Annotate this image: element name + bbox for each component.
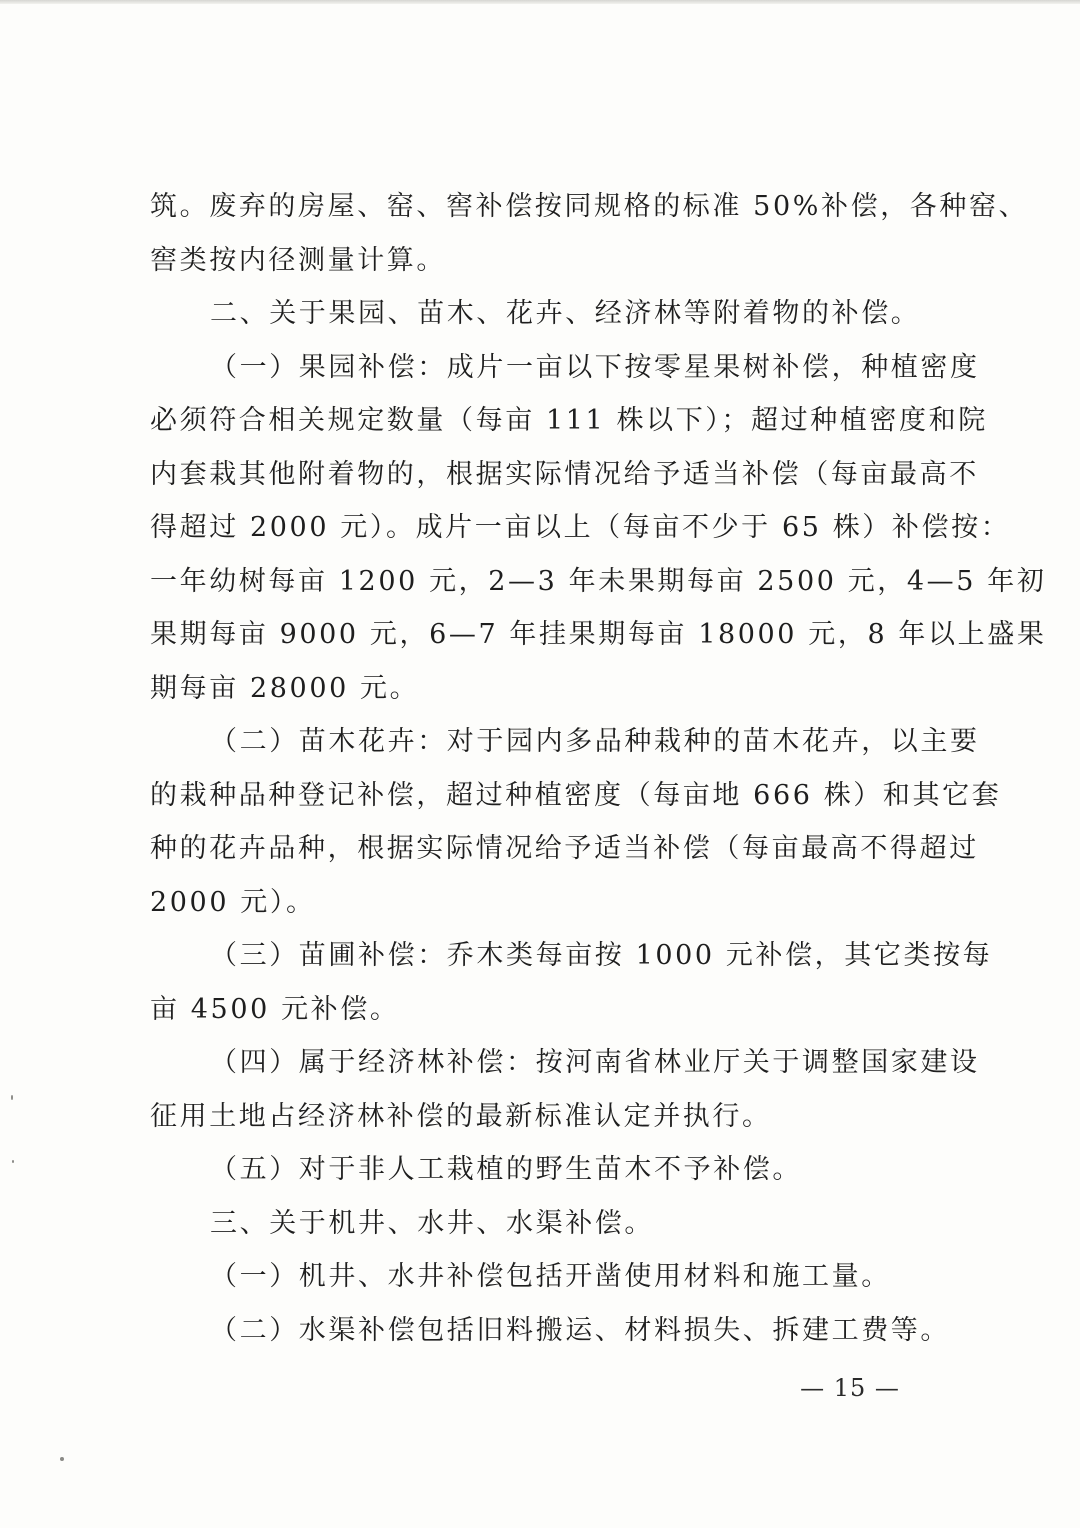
- text-line-16: 亩 4500 元补偿。: [150, 993, 400, 1025]
- text-line-1: 筑。废弃的房屋、窑、窖补偿按同规格的标准 50%补偿，各种窑、: [150, 191, 1029, 222]
- text-line-10: 期每亩 28000 元。: [150, 672, 420, 704]
- section-heading-2: 二、关于果园、苗木、花卉、经济林等附着物的补偿。: [210, 298, 921, 329]
- text-line-8: 一年幼树每亩 1200 元，2—3 年未果期每亩 2500 元，4—5 年初: [150, 565, 1047, 597]
- section-heading-3: 三、关于机井、水井、水渠补偿。: [210, 1207, 654, 1239]
- text-line-7: 得超过 2000 元）。成片一亩以上（每亩不少于 65 株）补偿按：: [150, 512, 1011, 543]
- text-line-18: 征用土地占经济林补偿的最新标准认定并执行。: [150, 1100, 772, 1132]
- text-line-12: 的栽种品种登记补偿，超过种植密度（每亩地 666 株）和其它套: [150, 779, 1002, 811]
- text-line-11: （二）苗木花卉：对于园内多品种栽种的苗木花卉，以主要: [210, 726, 980, 757]
- text-line-22: （二）水渠补偿包括旧料搬运、材料损失、拆建工费等。: [210, 1314, 950, 1346]
- scan-speck: [11, 1095, 13, 1100]
- text-line-4: （一）果园补偿：成片一亩以下按零星果树补偿，种植密度: [210, 351, 980, 383]
- scan-speck: [12, 1160, 14, 1163]
- text-line-6: 内套栽其他附着物的，根据实际情况给予适当补偿（每亩最高不: [150, 458, 979, 490]
- text-line-17: （四）属于经济林补偿：按河南省林业厅关于调整国家建设: [210, 1047, 980, 1078]
- text-line-2: 窖类按内径测量计算。: [150, 244, 446, 276]
- text-line-19: （五）对于非人工栽植的野生苗木不予补偿。: [210, 1154, 802, 1185]
- document-body: [150, 180, 1047, 1357]
- scan-edge: [0, 0, 1080, 4]
- page-number: — 15 —: [800, 1374, 900, 1402]
- scan-speck: [60, 1457, 64, 1461]
- text-line-5: 必须符合相关规定数量（每亩 111 株以下）；超过种植密度和院: [150, 405, 988, 436]
- text-line-15: （三）苗圃补偿：乔木类每亩按 1000 元补偿，其它类按每: [210, 940, 993, 971]
- text-line-13: 种的花卉品种，根据实际情况给予适当补偿（每亩最高不得超过: [150, 833, 979, 864]
- text-line-9: 果期每亩 9000 元，6—7 年挂果期每亩 18000 元，8 年以上盛果: [150, 619, 1047, 650]
- text-line-21: （一）机井、水井补偿包括开凿使用材料和施工量。: [210, 1261, 891, 1292]
- text-line-14: 2000 元）。: [150, 886, 316, 918]
